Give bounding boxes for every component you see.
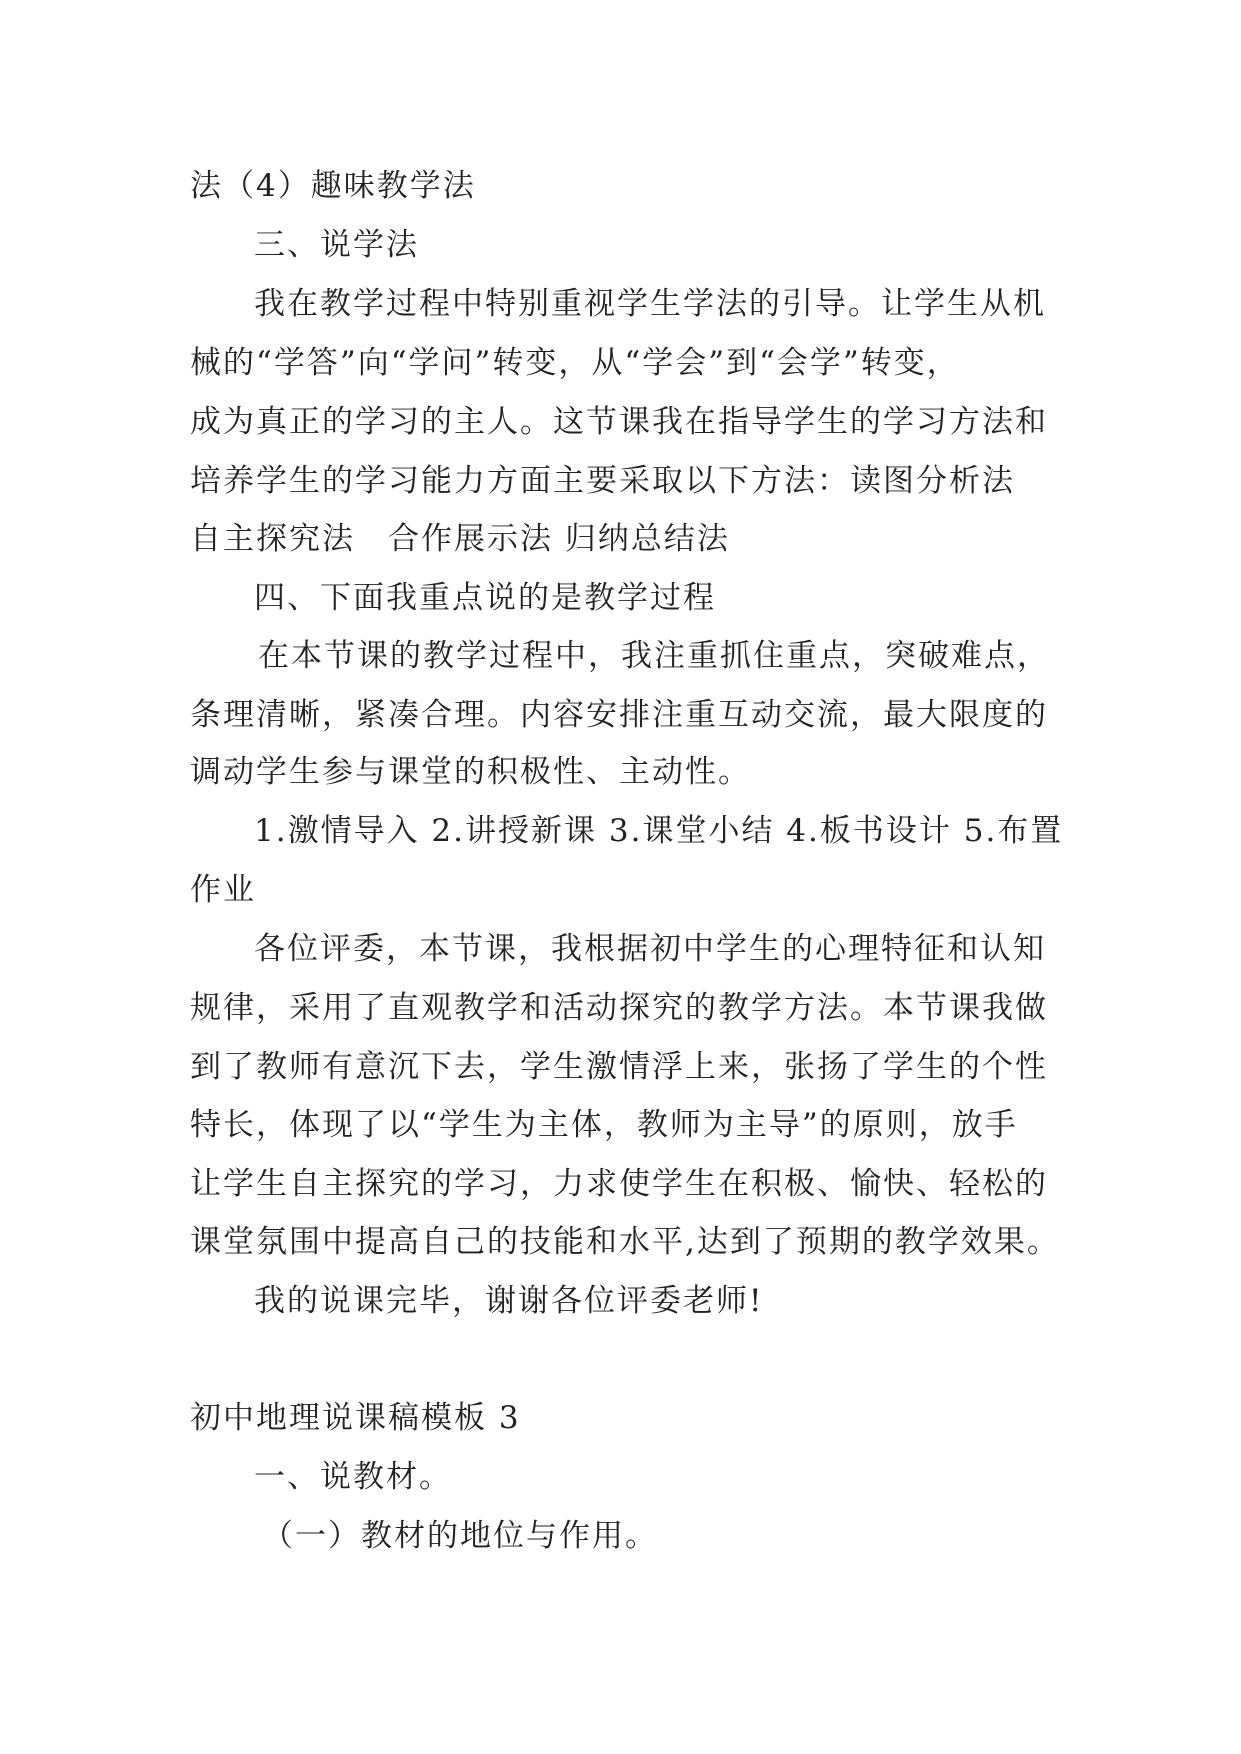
subsection-heading: （一）教材的地位与作用。 — [262, 1518, 658, 1554]
paragraph-line: 在本节课的教学过程中，我注重抓住重点，突破难点， — [258, 638, 1050, 674]
paragraph-line: 让学生自主探究的学习，力求使学生在积极、愉快、轻松的 — [190, 1166, 1048, 1202]
paragraph-line: 规律，采用了直观教学和活动探究的教学方法。本节课我做 — [190, 990, 1048, 1026]
paragraph-line: 我在教学过程中特别重视学生学法的引导。让学生从机 — [254, 286, 1046, 322]
section-heading: 三、说学法 — [254, 227, 419, 263]
paragraph-line: 课堂氛围中提高自己的技能和水平,达到了预期的教学效果。 — [190, 1224, 1060, 1260]
paragraph-line: 特长，体现了以“学生为主体，教师为主导”的原则，放手 — [190, 1107, 1018, 1143]
paragraph-line: 法（4）趣味教学法 — [190, 168, 476, 204]
paragraph-line: 培养学生的学习能力方面主要采取以下方法：读图分析法 — [190, 463, 1015, 499]
paragraph-line: 各位评委，本节课，我根据初中学生的心理特征和认知 — [254, 931, 1046, 967]
paragraph-line: 调动学生参与课堂的积极性、主动性。 — [190, 754, 751, 790]
paragraph-line: 械的“学答”向“学问”转变，从“学会”到“会学”转变， — [190, 345, 960, 381]
paragraph-line: 作业 — [190, 872, 256, 908]
paragraph-line: 成为真正的学习的主人。这节课我在指导学生的学习方法和 — [190, 404, 1048, 440]
paragraph-line: 到了教师有意沉下去，学生激情浮上来，张扬了学生的个性 — [190, 1049, 1048, 1085]
paragraph-line: 自主探究法 合作展示法 归纳总结法 — [190, 521, 730, 557]
section-heading: 四、下面我重点说的是教学过程 — [254, 580, 716, 616]
paragraph-line: 条理清晰，紧凑合理。内容安排注重互动交流，最大限度的 — [190, 697, 1048, 733]
section-heading: 一、说教材。 — [254, 1459, 452, 1495]
document-section-title: 初中地理说课稿模板 3 — [190, 1400, 521, 1436]
paragraph-line: 我的说课完毕，谢谢各位评委老师! — [254, 1283, 764, 1319]
paragraph-line: 1.激情导入 2.讲授新课 3.课堂小结 4.板书设计 5.布置 — [254, 813, 1064, 849]
